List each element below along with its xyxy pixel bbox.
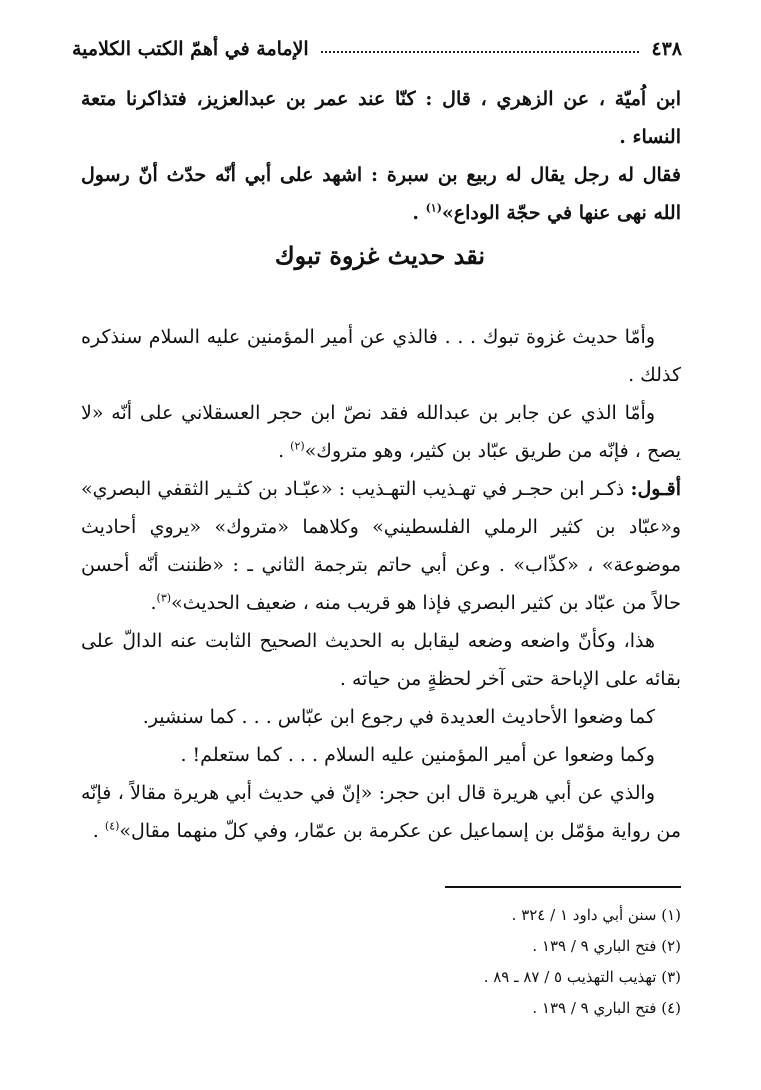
footnote-ref-2: (٢)	[290, 439, 305, 453]
footnote-3: (٣) تهذيب التهذيب ٥ / ٨٧ ـ ٨٩ .	[483, 968, 681, 986]
paragraph-abu-hurayra-text: والذي عن أبي هريرة قال ابن حجر: «إنّ في حديث أبي هريرة مقالاً ، فإنّه من رواية مؤمّل بن إسماعيل عن عكرمة بن عمّار، وفي كلّ منهما مقال»	[81, 782, 681, 842]
intro-line-1: ابن اُميّة ، عن الزهري ، قال : كنّا عند عمر بن عبدالعزيز، فتذاكرنا متعة النساء .	[81, 88, 681, 148]
paragraph-jabir-end: .	[278, 440, 291, 462]
paragraph-amir-almuminin: وكما وضعوا عن أمير المؤمنين عليه السلام . . . كما ستعلم! .	[180, 744, 655, 766]
running-header	[72, 34, 682, 64]
page-number: ٤٣٨	[651, 38, 682, 60]
section-title: نقد حديث غزوة تبوك	[274, 241, 486, 270]
intro-line-2-text: فقال له رجل يقال له ربيع بن سبرة : اشهد على أبي أنّه حدّث أنّ رسول الله نهى عنها في حجّة الوداع»	[81, 164, 681, 224]
footnote-ref-4: (٤)	[104, 819, 120, 833]
intro-line-2	[81, 156, 681, 232]
paragraph-aqul	[81, 470, 681, 622]
paragraph-abu-hurayra-end: .	[92, 820, 105, 842]
intro-line-2-end: .	[412, 202, 426, 224]
intro-block	[81, 80, 681, 232]
paragraph-jabir-text: وأمّا الذي عن جابر بن عبدالله فقد نصّ ابن حجر العسقلاني على أنّه «لا يصح ، فإنّه من طريق عبّاد بن كثير، وهو متروك»	[81, 402, 681, 462]
paragraph-abu-hurayra	[81, 774, 681, 850]
main-text	[81, 318, 681, 850]
footnote-separator	[445, 886, 681, 888]
paragraph-jabir	[81, 394, 681, 470]
footnotes	[81, 900, 681, 1024]
paragraph-aqul-text: ذكـر ابن حجـر في تهـذيب التهـذيب : «عبّـاد بن كثـير الثقفي البصري» و«عبّاد بن كثير الرملي الفلسطيني» وكلاهما «متروك» «يروي أحاديث موضوعة» ، «كذّاب» . وعن أبي حاتم بترجمة الثاني ـ : «ظننت أنّه أحسن حالاً من عبّاد بن كثير البصري فإذا هو قريب منه ، ضعيف الحديث»	[81, 478, 681, 614]
footnote-4: (٤) فتح الباري ٩ / ١٣٩ .	[532, 999, 681, 1017]
footnote-ref-3: (٣)	[156, 591, 172, 605]
aqul-label: أقـول:	[630, 478, 681, 500]
paragraph-fabrication: هذا، وكأنّ واضعه وضعه ليقابل به الحديث الصحيح الثابت عنه الدالّ على بقائه على الإباحة حتى آخر لحظةٍ من حياته .	[81, 630, 681, 690]
footnote-1: (١) سنن أبي داود ١ / ٣٢٤ .	[511, 906, 681, 924]
footnote-ref-1: (١)	[425, 201, 442, 215]
header-leader-dots	[321, 51, 640, 53]
paragraph-tabuk: وأمّا حديث غزوة تبوك . . . فالذي عن أمير المؤمنين عليه السلام سنذكره كذلك .	[81, 326, 681, 386]
paragraph-aqul-end: .	[150, 592, 157, 614]
paragraph-ibn-abbas: كما وضعوا الأحاديث العديدة في رجوع ابن عبّاس . . . كما سنشير.	[142, 706, 655, 728]
footnote-2: (٢) فتح الباري ٩ / ١٣٩ .	[532, 937, 681, 955]
book-title: الإمامة في أهمّ الكتب الكلامية	[72, 38, 309, 60]
